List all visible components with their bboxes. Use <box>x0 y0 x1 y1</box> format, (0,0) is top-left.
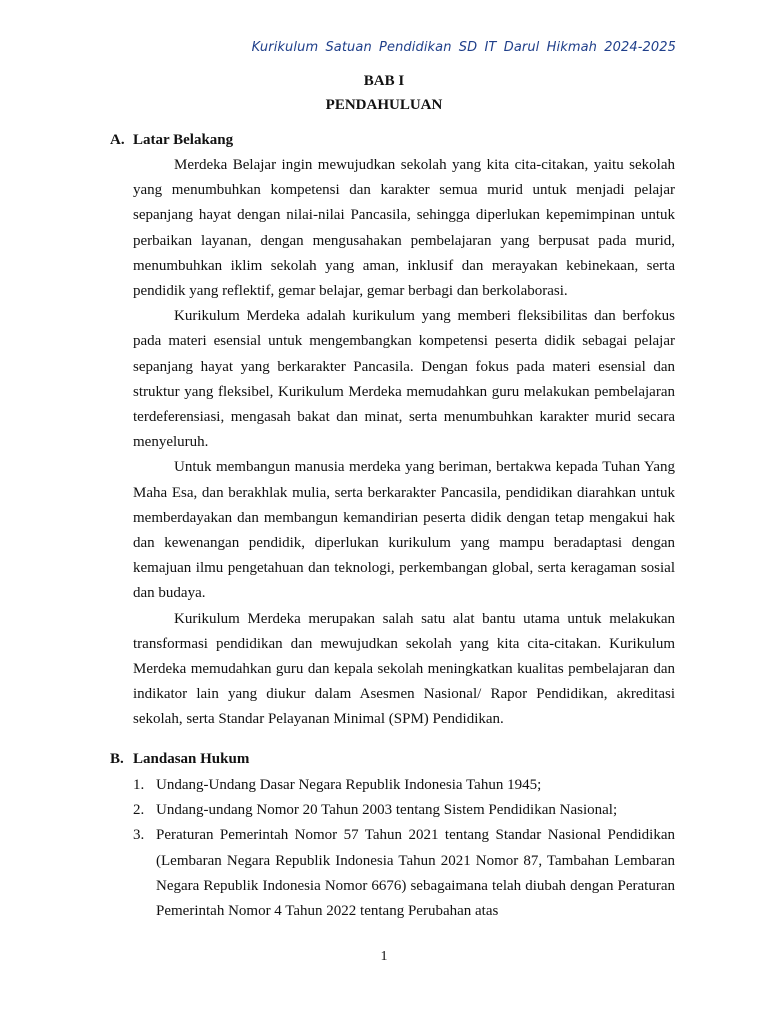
section-heading-latar-belakang <box>110 132 233 149</box>
paragraph: Kurikulum Merdeka adalah kurikulum yang memberi fleksibilitas dan berfokus pada materi esensial untuk mengembangkan kompetensi peserta didik sebagai pelajar sepanjang hayat yang berkarakter Pancasila. Dengan fokus pada materi esensial dan struktur yang fleksibel, Kurikulum Merdeka memudahkan guru melakukan pembelajaran terdeferensiasi, mengasah bakat dan minat, serta menumbuhkan karakter murid secara menyeluruh. <box>133 308 675 451</box>
section-letter: A. <box>110 132 125 148</box>
chapter-title: PENDAHULUAN <box>325 97 443 113</box>
list-item <box>133 823 675 924</box>
paragraph: Kurikulum Merdeka merupakan salah satu alat bantu utama untuk melakukan transformasi pendidikan dan mewujudkan sekolah yang kita cita-citakan. Kurikulum Merdeka memudahkan guru dan kepala sekolah meningkatkan kualitas pembelajaran dan indikator lain yang diukur dalam Asesmen Nasional/ Rapor Pendidikan, akreditasi sekolah, serta Standar Pelayanan Minimal (SPM) Pendidikan. <box>133 610 675 728</box>
section-letter: B. <box>110 751 124 767</box>
section-title: Landasan Hukum <box>133 751 250 767</box>
chapter-number: BAB I <box>363 73 405 89</box>
running-header: Kurikulum Satuan Pendidikan SD IT Darul Hikmah 2024-2025 <box>251 40 676 55</box>
list-item <box>133 773 675 798</box>
paragraph: Merdeka Belajar ingin mewujudkan sekolah yang kita cita-citakan, yaitu sekolah yang menumbuhkan kompetensi dan karakter semua murid untuk menjadi pelajar sepanjang hayat dengan nilai-nilai Pancasila, sehingga diperlukan kepemimpinan untuk perbaikan layanan, dengan mengusahakan pembelajaran yang berpusat pada murid, menumbuhkan iklim sekolah yang aman, inklusif dan merayakan kebinekaan, serta pendidik yang reflektif, gemar belajar, gemar berbagi dan berkolaborasi. <box>133 157 675 300</box>
latar-belakang-body <box>133 153 675 733</box>
list-item-text: Undang-Undang Dasar Negara Republik Indonesia Tahun 1945; <box>156 777 542 793</box>
list-number: 1. <box>133 777 145 793</box>
legal-basis-list <box>133 773 675 924</box>
section-title: Latar Belakang <box>133 132 234 148</box>
paragraph: Untuk membangun manusia merdeka yang beriman, bertakwa kepada Tuhan Yang Maha Esa, dan berakhlak mulia, serta berkarakter Pancasila, pendidikan diarahkan untuk memberdayakan dan membangun kemandirian peserta didik dengan tetap mengakui hak dan kewenangan pendidik, diperlukan kurikulum yang mampu beradaptasi dengan kemajuan ilmu pengetahuan dan teknologi, perkembangan global, serta keragaman sosial dan budaya. <box>133 459 675 602</box>
section-heading-landasan-hukum <box>110 751 249 768</box>
list-number: 2. <box>133 802 145 819</box>
list-item-text: Undang-undang Nomor 20 Tahun 2003 tentang Sistem Pendidikan Nasional; <box>156 802 618 819</box>
page-number: 1 <box>380 949 388 964</box>
list-item-text: Peraturan Pemerintah Nomor 57 Tahun 2021 tentang Standar Nasional Pendidikan (Lembaran Negara Republik Indonesia Tahun 2021 Nomor 87, Tambahan Lembaran Negara Republik Indonesia Nomor 6676) sebagaimana telah diubah dengan Peraturan Pemerintah Nomor 4 Tahun 2022 tentang Perubahan atas <box>156 827 675 920</box>
list-number: 3. <box>133 827 145 844</box>
list-item <box>133 798 675 823</box>
